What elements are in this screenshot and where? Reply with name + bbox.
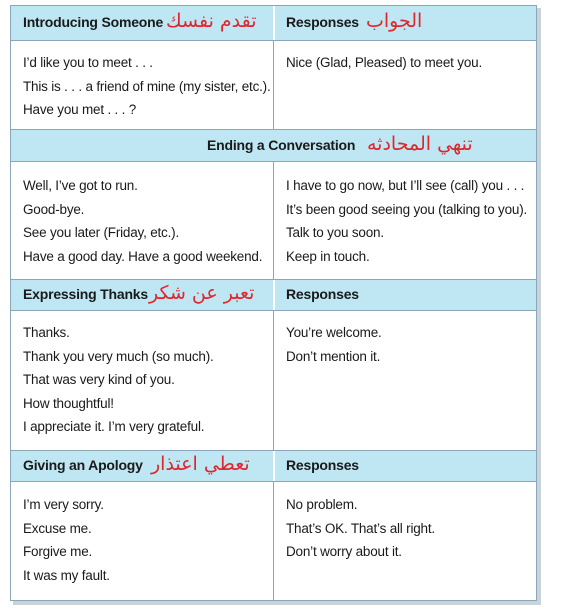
list-item: That was very kind of you. [23,372,175,387]
list-item: Keep in touch. [286,248,370,264]
list-item: You’re welcome. [286,325,382,340]
header-divider [273,280,275,310]
list-item: Don’t mention it. [286,348,381,364]
arabic-annotation: الجواب [366,10,423,32]
responses-list [286,51,482,75]
list-item: This is . . . a friend of mine (my sister, etc.). [23,78,271,94]
phrases-list [23,493,110,587]
column-divider [273,310,274,450]
section-header-apology [11,451,536,481]
list-item: Excuse me. [23,520,92,536]
section-title: Giving an Apology [23,457,143,473]
list-item: Have a good day. Have a good weekend. [23,248,263,264]
responses-title: Responses [286,14,359,30]
table-shadow [537,8,541,604]
section-header-ending [11,130,536,161]
responses-list [286,321,382,368]
section-title: Ending a Conversation [207,137,356,153]
section-header-introducing [11,6,536,40]
responses-title: Responses [286,286,359,302]
list-item: Thanks. [23,325,70,340]
list-item: Don’t worry about it. [286,544,402,559]
phrases-list [23,51,271,122]
responses-list [286,174,527,268]
phrases-list [23,174,262,268]
list-item: Well, I’ve got to run. [23,178,138,193]
list-item: Forgive me. [23,544,93,559]
responses-title: Responses [286,457,359,473]
list-item: I have to go now, but I’ll see (call) you . . . [286,178,525,193]
list-item: Thank you very much (so much). [23,348,214,364]
list-item: I’m very sorry. [23,497,104,512]
list-item: Talk to you soon. [286,225,384,240]
list-item: That’s OK. That’s all right. [286,520,435,536]
arabic-annotation: تعبر عن شكر [149,282,255,304]
list-item: It’s been good seeing you (talking to you). [286,201,528,217]
list-item: Nice (Glad, Pleased) to meet you. [286,55,482,70]
column-divider [273,40,274,129]
list-item: I’d like you to meet . . . [23,55,153,70]
section-header-thanks [11,280,536,310]
header-divider [273,451,275,481]
column-divider [273,481,274,600]
arabic-annotation: تنهي المحادثه [367,133,473,155]
header-divider [273,6,275,40]
list-item: Have you met . . . ? [23,102,137,117]
table-shadow [13,601,541,605]
phrases-list [23,321,214,439]
responses-list [286,493,435,564]
column-divider [273,161,274,279]
section-title: Expressing Thanks [23,286,148,302]
list-item: It was my fault. [23,567,110,583]
list-item: How thoughtful! [23,395,114,411]
section-title: Introducing Someone [23,14,164,30]
phrases-table [10,5,537,601]
list-item: See you later (Friday, etc.). [23,225,180,240]
list-item: Good-bye. [23,201,85,217]
list-item: I appreciate it. I’m very grateful. [23,419,205,434]
arabic-annotation: تعطي اعتذار [151,453,250,475]
arabic-annotation: تقدم نفسك [166,10,257,32]
list-item: No problem. [286,497,358,512]
